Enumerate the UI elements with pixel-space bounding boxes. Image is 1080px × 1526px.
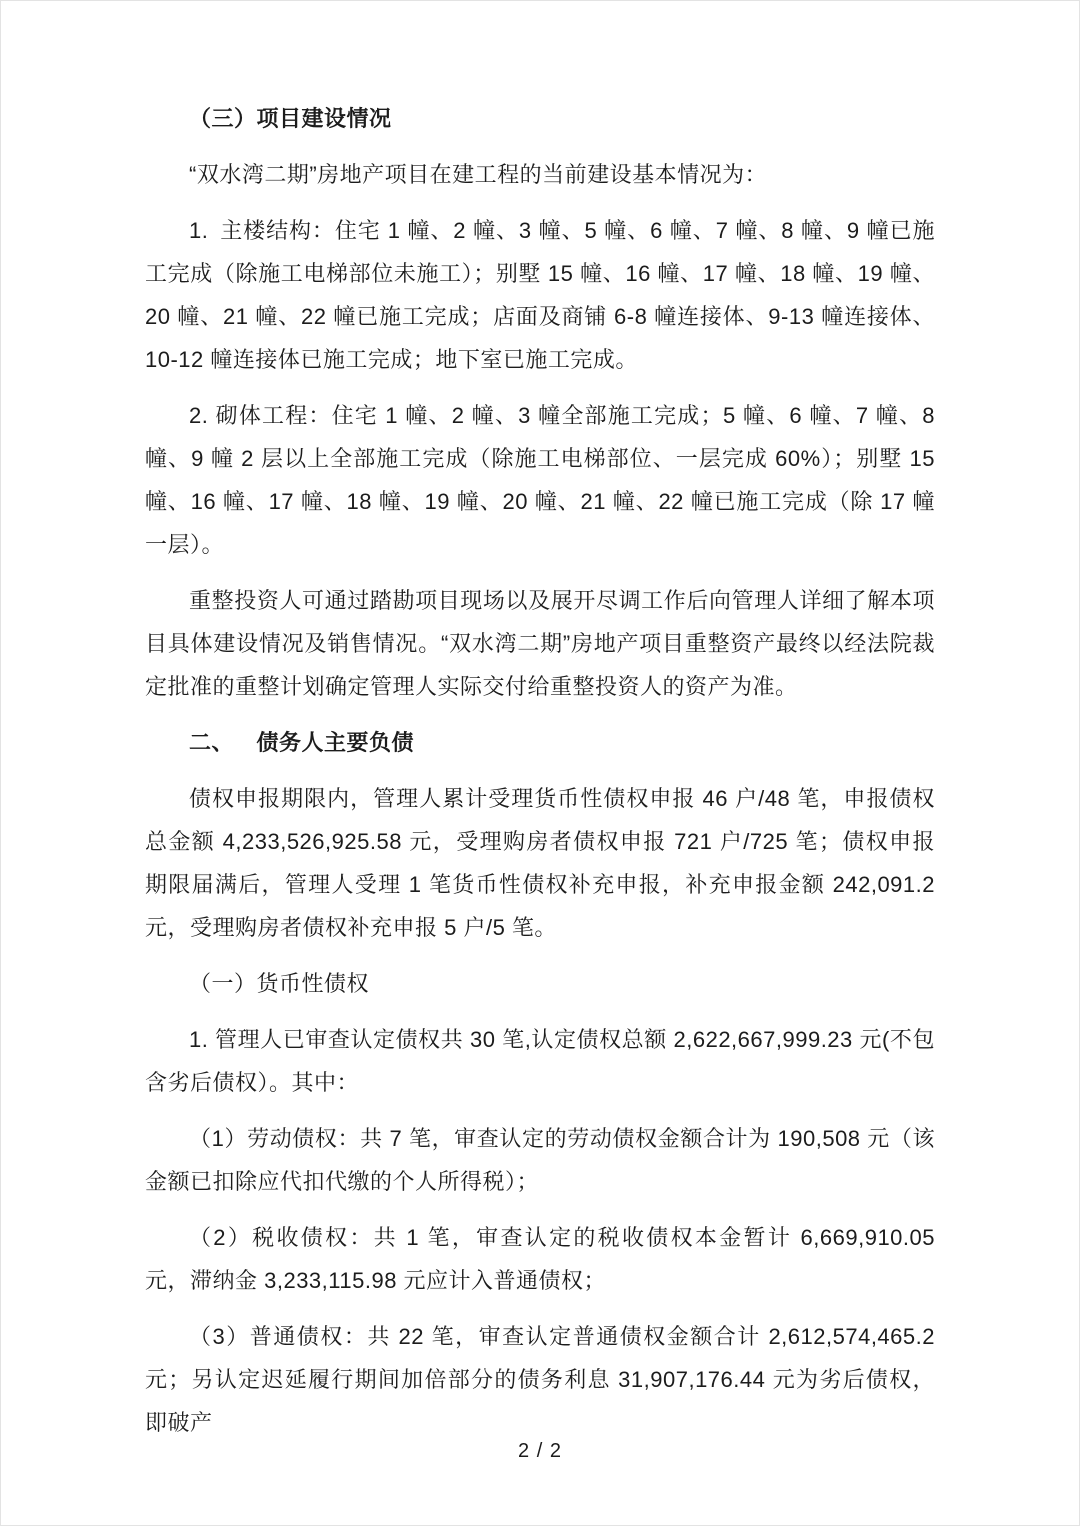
- subsection-heading-monetary-claims: （一）货币性债权: [189, 971, 370, 996]
- paragraph-project-intro: “双水湾二期”房地产项目在建工程的当前建设基本情况为：: [189, 162, 768, 187]
- paragraph-masonry-works-status: 2. 砌体工程：住宅 1 幢、2 幢、3 幢全部施工完成；5 幢、6 幢、7 幢、8 幢、9 幢 2 层以上全部施工完成（除施工电梯部位、一层完成 60%）；别墅 15 幢、16 幢、17 幢、18 幢、19 幢、20 幢、21 幢、22 幢已施工完成（除 17 幢一层）。: [145, 403, 935, 557]
- paragraph-main-structure-status: 1. 主楼结构：住宅 1 幢、2 幢、3 幢、5 幢、6 幢、7 幢、8 幢、9 幢已施工完成（除施工电梯部位未施工）；别墅 15 幢、16 幢、17 幢、18 幢、19 幢、20 幢、21 幢、22 幢已施工完成；店面及商铺 6-8 幢连接体、9-13 幢连接体、10-12 幢连接体已施工完成；地下室已施工完成。: [145, 218, 935, 372]
- paragraph-labor-claims: （1）劳动债权：共 7 笔，审查认定的劳动债权金额合计为 190,508 元（该金额已扣除应代扣代缴的个人所得税）；: [145, 1126, 935, 1194]
- section-heading-project-construction: （三）项目建设情况: [189, 106, 392, 131]
- page-number: 2 / 2: [518, 1440, 562, 1462]
- paragraph-investor-due-diligence-note: 重整投资人可通过踏勘项目现场以及展开尽调工作后向管理人详细了解本项目具体建设情况及销售情况。“双水湾二期”房地产项目重整资产最终以经法院裁定批准的重整计划确定管理人实际交付给重整投资人的资产为准。: [145, 588, 935, 699]
- paragraph-claims-declaration-summary: 债权申报期限内，管理人累计受理货币性债权申报 46 户/48 笔，申报债权总金额 4,233,526,925.58 元，受理购房者债权申报 721 户/725 笔；债权申报期限届满后，管理人受理 1 笔货币性债权补充申报，补充申报金额 242,091.2 元，受理购房者债权补充申报 5 户/5 笔。: [145, 786, 935, 940]
- paragraph-tax-claims: （2）税收债权：共 1 笔，审查认定的税收债权本金暂计 6,669,910.05 元，滞纳金 3,233,115.98 元应计入普通债权；: [145, 1225, 935, 1293]
- paragraph-ordinary-claims: （3）普通债权：共 22 笔，审查认定普通债权金额合计 2,612,574,465.2 元；另认定迟延履行期间加倍部分的债务利息 31,907,176.44 元为劣后债权，即破产: [145, 1324, 935, 1435]
- section-heading-debtor-liabilities: 二、 债务人主要负债: [189, 730, 415, 755]
- paragraph-confirmed-claims-total: 1. 管理人已审查认定债权共 30 笔,认定债权总额 2,622,667,999.23 元(不包含劣后债权）。其中：: [145, 1027, 935, 1095]
